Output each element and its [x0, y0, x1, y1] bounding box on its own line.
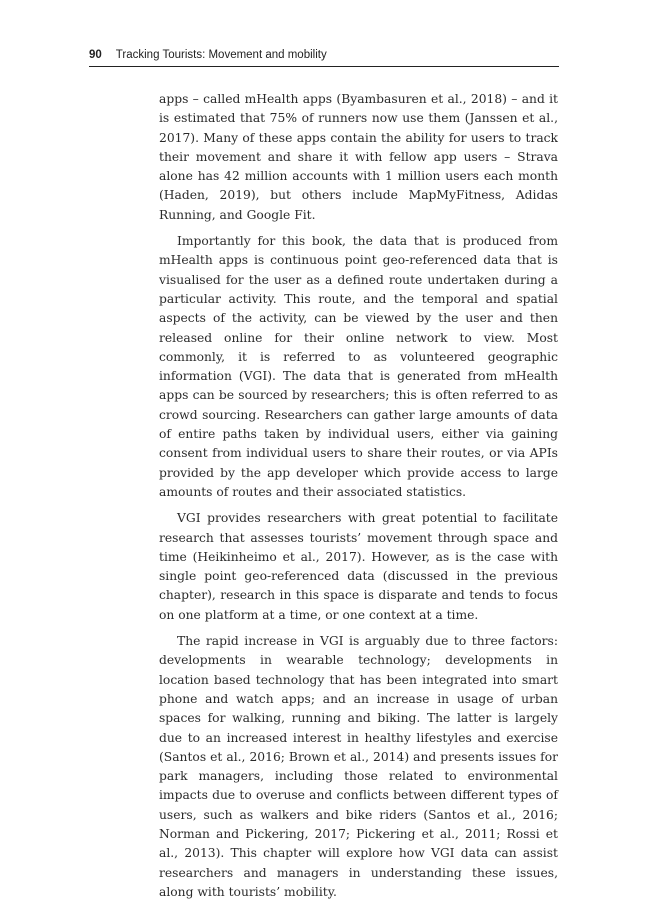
paragraph-vgi-potential: VGI provides researchers with great potential to facilitate research that assesses tourists’ movement through space and time (Heikinheimo et al., 2017). However, as is the case with single point geo-referenced data (discussed in the previous chapter), research in this space is disparate and tends to focus on one platform at a time, or one context at a time.	[159, 511, 558, 622]
page-number: 90	[89, 49, 102, 61]
body-text	[159, 90, 558, 909]
running-title: Tracking Tourists: Movement and mobility	[115, 49, 327, 61]
running-header	[89, 47, 559, 67]
paragraph-vgi-increase: The rapid increase in VGI is arguably due to three factors: developments in wearable technology; developments in location based technology that has been integrated into smart phone and watch apps; and an increase in usage of urban spaces for walking, running and biking. The latter is largely due to an increased interest in healthy lifestyles and exercise (Santos et al., 2016; Brown et al., 2014) and presents issues for park managers, including those related to environmental impacts due to overuse and conflicts between different types of users, such as walkers and bike riders (Santos et al., 2016; Norman and Pickering, 2017; Pickering et al., 2011; Rossi et al., 2013). This chapter will explore how VGI data can assist researchers and managers in understanding these issues, along with tourists’ mobility.	[159, 634, 558, 899]
paragraph-continuation: apps – called mHealth apps (Byambasuren et al., 2018) – and it is estimated that 75% of runners now use them (Janssen et al., 2017). Many of these apps contain the ability for users to track their movement and share it with fellow app users – Strava alone has 42 million accounts with 1 million users each month (Haden, 2019), but others include MapMyFitness, Adidas Running, and Google Fit.	[159, 92, 558, 222]
paragraph-mhealth-data: Importantly for this book, the data that is produced from mHealth apps is continuous point geo-referenced data that is visualised for the user as a defined route undertaken during a particular activity. This route, and the temporal and spatial aspects of the activity, can be viewed by the user and then released online for their online network to view. Most commonly, it is referred to as volunteered geographic information (VGI). The data that is generated from mHealth apps can be sourced by researchers; this is often referred to as crowd sourcing. Researchers can gather large amounts of data of entire paths taken by individual users, either via gaining consent from individual users to share their routes, or via APIs provided by the app developer which provide access to large amounts of routes and their associated statistics.	[159, 234, 558, 499]
